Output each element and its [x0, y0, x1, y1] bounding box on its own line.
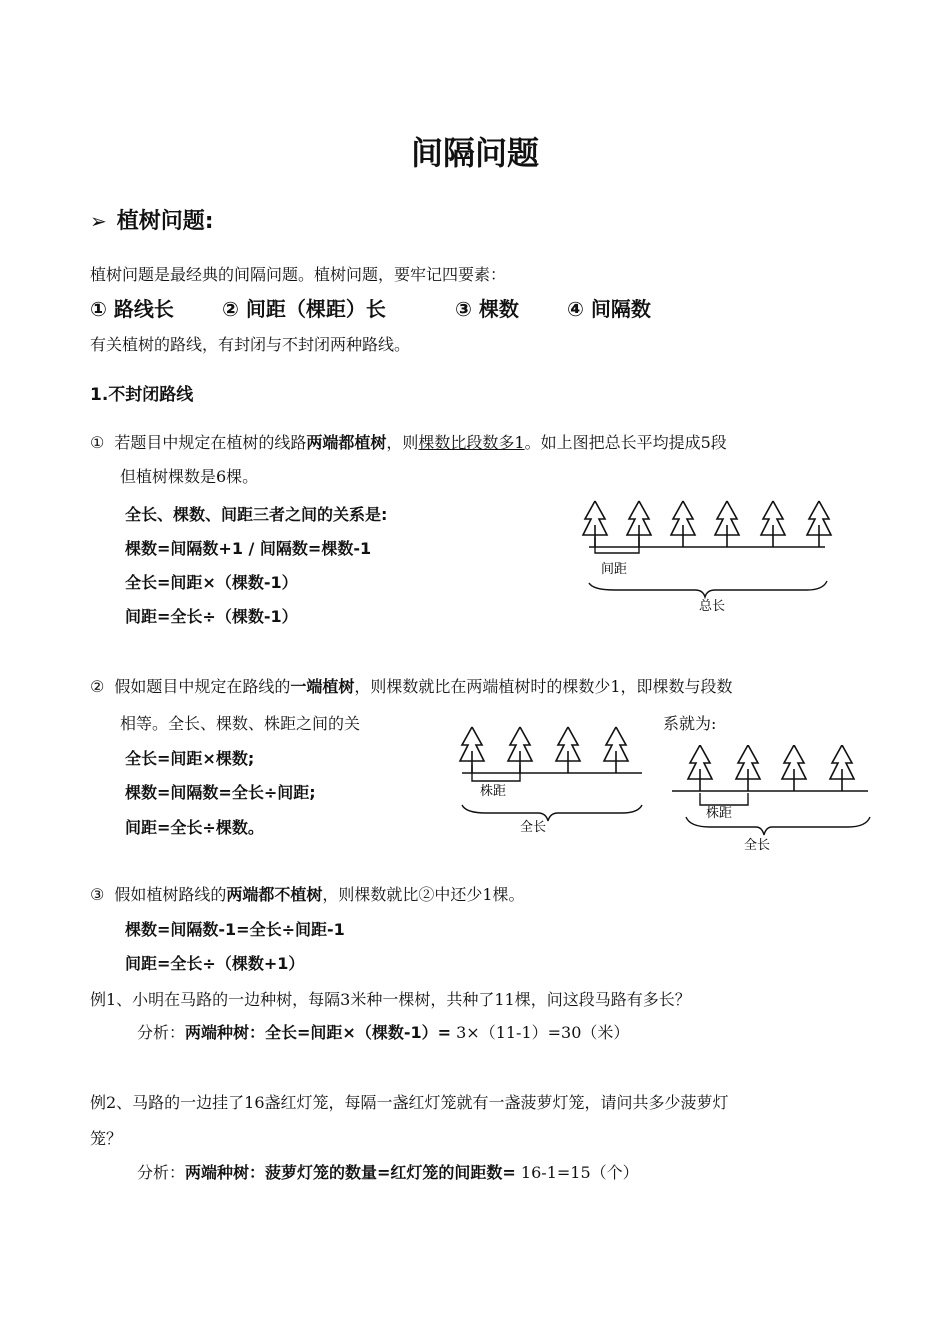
section-heading	[90, 204, 214, 235]
case3-text-bold: 两端都不植树	[226, 885, 323, 904]
case3-formula-1: 棵数=间隔数-1=全长÷间距-1	[125, 920, 345, 939]
analysis-result: 16-1=15（个）	[515, 1163, 639, 1182]
section-heading-text: 植树问题:	[116, 209, 214, 234]
case2-formula-3: 间距=全长÷棵数。	[125, 818, 264, 837]
case2-text-bold: 一端植树	[290, 677, 355, 696]
case2-text-a: 假如题目中规定在路线的	[114, 677, 291, 696]
case2-line2-left: 相等。全长、棵数、株距之间的关	[120, 714, 361, 733]
page-title: 间隔问题	[410, 134, 539, 172]
tree-icon	[671, 501, 695, 547]
routes-note: 有关植树的路线，有封闭与不封闭两种路线。	[90, 335, 411, 354]
tree-icon	[715, 501, 739, 547]
arrow-bullet-icon: ➢	[90, 209, 107, 233]
tree-icon	[736, 745, 760, 791]
example1-analysis	[137, 1020, 629, 1043]
case2-text-b: ，则棵数就比在两端植树时的棵数少1，即棵数与段数	[354, 677, 733, 696]
case3-line1	[90, 882, 525, 905]
total-bracket	[589, 581, 827, 597]
gap-bracket	[700, 793, 748, 805]
analysis-bold: 两端种树：全长=间距×（棵数-1）=	[185, 1023, 452, 1042]
tree-icon	[688, 745, 712, 791]
example1-question: 例1、小明在马路的一边种树，每隔3米种一棵树，共种了11棵，问这段马路有多长？	[90, 990, 691, 1009]
case1-formula-3: 全长=间距×（棵数-1）	[125, 573, 298, 592]
case2-number: ②	[90, 677, 105, 696]
label-total: 总长	[699, 599, 726, 614]
case2-formula-2: 棵数=间隔数=全长÷间距;	[125, 783, 316, 802]
case1-text-a: 若题目中规定在植树的线路	[114, 433, 307, 452]
gap-bracket	[595, 537, 639, 553]
case1-line1	[90, 430, 727, 453]
analysis-result: 3×（11-1）=30（米）	[451, 1023, 630, 1042]
label-total: 全长	[520, 820, 547, 835]
tree-icon	[782, 745, 806, 791]
case1-line2: 但植树棵数是6棵。	[120, 467, 259, 486]
element-4: ④ 间隔数	[567, 297, 651, 321]
analysis-label: 分析：	[137, 1023, 186, 1042]
tree-icon	[761, 501, 785, 547]
case1-formula-1: 全长、棵数、间距三者之间的关系是:	[125, 505, 388, 524]
case3-formula-2: 间距=全长÷（棵数+1）	[125, 954, 305, 973]
analysis-bold: 两端种树：菠萝灯笼的数量=红灯笼的间距数=	[185, 1163, 516, 1182]
case2-formula-1: 全长=间距×棵数;	[125, 749, 255, 768]
tree-icon	[807, 501, 831, 547]
example2-question-line1: 例2、马路的一边挂了16盏红灯笼，每隔一盏红灯笼就有一盏菠萝灯笼，请问共多少菠萝灯	[90, 1093, 729, 1112]
label-total: 全长	[744, 838, 771, 853]
case1-formula-2: 棵数=间隔数+1 / 间隔数=棵数-1	[125, 539, 372, 558]
intro-text: 植树问题是最经典的间隔问题。植树问题，要牢记四要素：	[90, 265, 507, 284]
element-1: ① 路线长	[90, 297, 174, 321]
case3-number: ③	[90, 885, 105, 904]
case1-text-b: ，则	[386, 433, 419, 452]
analysis-label: 分析：	[137, 1163, 186, 1182]
diagram-one-end-left	[450, 725, 650, 840]
case1-formula-4: 间距=全长÷（棵数-1）	[125, 607, 298, 626]
diagram-one-end-right	[668, 745, 878, 855]
case2-line2-right: 系就为:	[663, 714, 717, 733]
label-gap: 株距	[706, 806, 733, 821]
case3-text-b: ，则棵数就比②中还少1棵。	[322, 885, 525, 904]
case1-number: ①	[90, 433, 105, 452]
subheading-open-route: 1.不封闭路线	[90, 385, 194, 405]
element-3: ③ 棵数	[455, 297, 519, 321]
element-2: ② 间距（棵距）长	[222, 297, 386, 321]
tree-icon	[604, 727, 628, 773]
label-gap: 株距	[480, 784, 507, 799]
example2-question-line2: 笼？	[90, 1129, 123, 1148]
tree-icon	[556, 727, 580, 773]
example2-analysis	[137, 1160, 639, 1183]
case3-text-a: 假如植树路线的	[114, 885, 227, 904]
label-gap: 间距	[601, 562, 628, 577]
case1-text-c: 。如上图把总长平均提成5段	[524, 433, 727, 452]
tree-icon	[830, 745, 854, 791]
case2-line1	[90, 674, 733, 697]
total-bracket	[462, 805, 642, 821]
diagram-both-ends	[575, 495, 840, 615]
case1-text-bold: 两端都植树	[306, 433, 387, 452]
case1-text-underlined: 棵数比段数多1	[418, 433, 525, 452]
